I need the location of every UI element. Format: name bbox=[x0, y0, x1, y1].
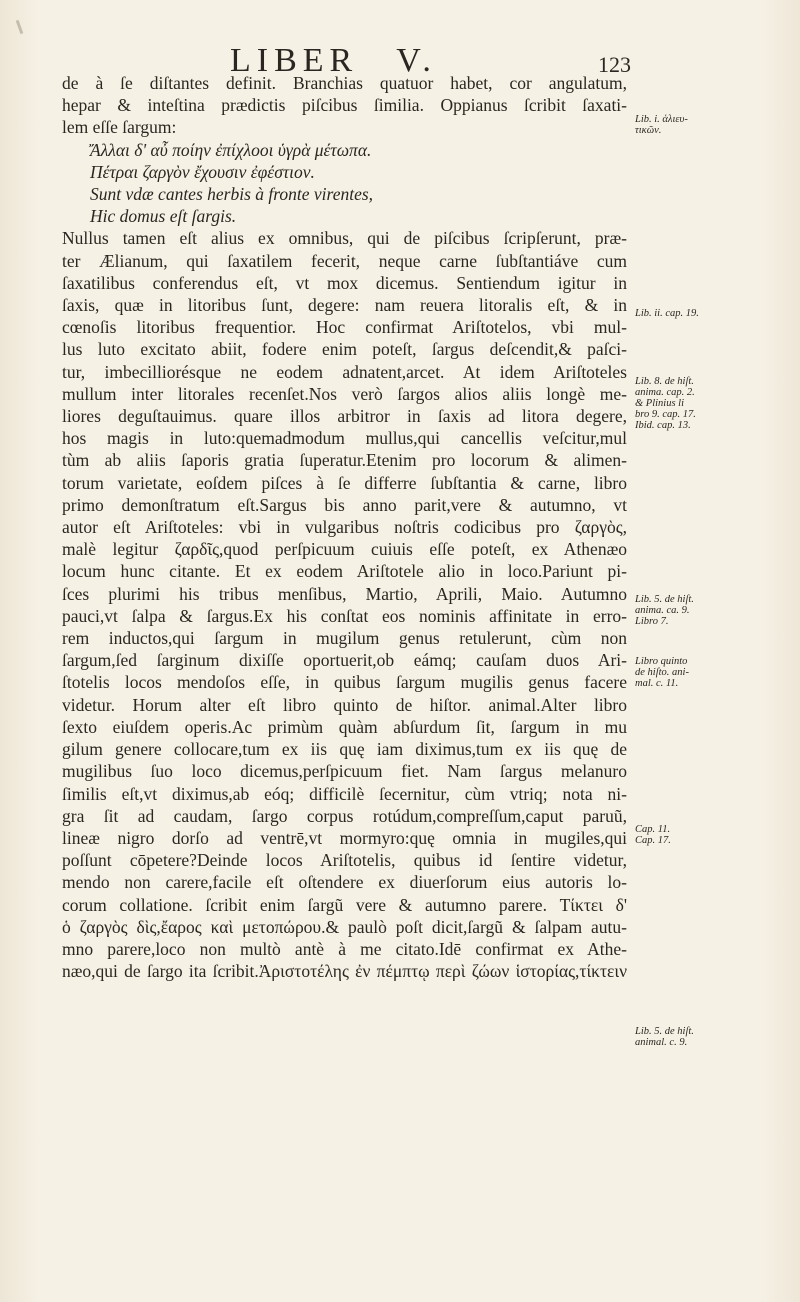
text-line: poſſunt cōpetere?Deinde locos Ariſtotelis, quibus id ſentire videtur, bbox=[62, 850, 627, 871]
text-line: videtur. Horum alter eſt libro quinto de hiſtor. animal.Alter libro bbox=[62, 694, 627, 715]
text-line: ſargum,ſed ſarginum dixiſſe oportuerit,ob eámq; cauſam duos Ari- bbox=[62, 650, 627, 671]
text-line: tur, imbecilliorésque ne eodem adnatent,arcet. At idem Ariſtoteles bbox=[62, 361, 627, 382]
margin-note: Cap. 11. Cap. 17. bbox=[635, 824, 671, 846]
text-line: ter Ælianum, qui ſaxatilem fecerit, neque carne ſubſtantiáve cum bbox=[62, 250, 627, 271]
text-line: mugilibus ſuo loco dicemus,perſpicuum fiet. Nam ſargus melanuro bbox=[62, 761, 627, 782]
text-line: lus luto excitato abiit, fodere enim poteſt, ſargus deſcendit,& paſci- bbox=[62, 339, 627, 360]
text-line: tùm ab aliis ſaporis gratia ſuperatur.Etenim pro locorum & alimen- bbox=[62, 450, 627, 471]
text-line: hepar & inteſtina prædictis piſcibus ſimilia. Oppianus ſcribit ſaxati- bbox=[62, 95, 627, 116]
margin-note: Libro quinto de hiſto. ani- mal. c. 11. bbox=[635, 656, 689, 689]
text-line: ſaxatilibus conferendus eſt, vt mox dicemus. Sentiendum igitur in bbox=[62, 272, 627, 293]
latin-verse-line: Hic domus eſt ſargis. bbox=[90, 206, 237, 227]
text-line: rem inductos,qui ſargum in mugilum genus retulerunt, cùm non bbox=[62, 628, 627, 649]
text-line: cœnoſis litoribus frequentior. Hoc confirmat Ariſtotelos, vbi mul- bbox=[62, 317, 627, 338]
margin-note: Lib. 8. de hiſt. anima. cap. 2. & Plinius li bro 9. cap. 17. Ibid. cap. 13. bbox=[635, 376, 696, 431]
text-line: ὁ ζαργὸς δὶς,ἔαρος καὶ μετοπώρου.& paulò poſt dicit,ſargũ & ſalpam autu- bbox=[62, 916, 627, 937]
text-line: Nullus tamen eſt alius ex omnibus, qui de piſcibus ſcripſerunt, præ- bbox=[62, 228, 627, 249]
text-line: pauci,vt ſalpa & ſargus.Ex his conſtat eos nominis affinitate in erro- bbox=[62, 605, 627, 626]
margin-note: Lib. ii. cap. 19. bbox=[635, 308, 699, 319]
text-line: corum collatione. ſcribit enim ſargũ vere & autumno parere. Τίκτει δ' bbox=[62, 894, 627, 915]
text-line: mno parere,loco non multò antè à me citato.Idē confirmat ex Athe- bbox=[62, 938, 627, 959]
text-line: torum varietate, eoſdem piſces à ſe differre ſubſtantia & carne, libro bbox=[62, 472, 627, 493]
text-line: autor eſt Ariſtoteles: vbi in vulgaribus noſtris codicibus pro ζαργὸς, bbox=[62, 517, 627, 538]
margin-note: Lib. i. ἁλιευ- τικῶν. bbox=[635, 114, 688, 136]
text-line: ſaxis, quæ in litoribus ſunt, degere: nam reuera litoralis eſt, & in bbox=[62, 295, 627, 316]
text-line: ſexto eiuſdem operis.Ac primùm quàm abſurdum ſit, ſargum in mu bbox=[62, 716, 627, 737]
greek-verse-line: Πέτραι ζαργὸν ἔχουσιν ἐφέστιον. bbox=[90, 161, 315, 182]
text-line: gra ſit ad caudam, ſargo corpus rotúdum,compreſſum,caput paruũ, bbox=[62, 805, 627, 826]
text-line: gilum genere collocare,tum ex iis quę iam diximus,tum ex iis quę de bbox=[62, 739, 627, 760]
ink-mark bbox=[16, 20, 24, 34]
text-line: hos magis in luto:quemadmodum mullus,qui cancellis veſcitur,mul bbox=[62, 428, 627, 449]
text-line: næo,qui de ſargo ita ſcribit.Ἀριστοτέλης ἐν πέμπτῳ περὶ ζώων ἱστορίας,τίκτειν bbox=[62, 961, 627, 982]
text-line: de à ſe diſtantes definit. Branchias quatuor habet, cor angulatum, bbox=[62, 73, 627, 93]
greek-verse-line: Ἄλλαι δ' αὖ ποίην ἐπίχλοοι ὑγρὰ μέτωπα. bbox=[90, 139, 372, 160]
running-title-word: LIBER bbox=[230, 42, 359, 79]
text-line: liores deguſtauimus. quare illos arbitror in ſaxis ad litora degere, bbox=[62, 406, 627, 427]
text-line: lem eſſe ſargum: bbox=[62, 117, 177, 138]
text-line: primo demonſtratum eſt.Sargus bis anno parit,vere & autumno, vt bbox=[62, 494, 627, 515]
margin-note: Lib. 5. de hiſt. anima. ca. 9. Libro 7. bbox=[635, 594, 694, 627]
running-title-number: V. bbox=[396, 42, 437, 79]
text-line: mendo non carere,facile eſt oſtendere ex diuerſorum eius autoris lo- bbox=[62, 872, 627, 893]
margin-note: Lib. 5. de hiſt. animal. c. 9. bbox=[635, 1026, 694, 1048]
text-line: ſimilis eſt,vt diximus,ab eóq; difficilè ſecernitur, cùm vtriq; nota ni- bbox=[62, 783, 627, 804]
text-line: locum hunc citante. Et ex eodem Ariſtotele alio in loco.Pariunt pi- bbox=[62, 561, 627, 582]
page-number: 123 bbox=[598, 52, 631, 77]
main-text-column bbox=[62, 72, 627, 982]
text-line: ſtotelis locos mendoſos eſſe, in quibus ſargum mugilis genus facere bbox=[62, 672, 627, 693]
text-line: lineæ nigro dorſo ad ventrē,vt mormyro:quę omnia in mugiles,qui bbox=[62, 827, 627, 848]
text-line: mullum inter litorales recenſet.Nos verò ſargos alios aliis longè me- bbox=[62, 383, 627, 404]
text-line: ſces plurimi his tribus menſibus, Martio, Aprili, Maio. Autumno bbox=[62, 583, 627, 604]
text-line: malè legitur ζαρδῖς,quod perſpicuum cuiuis eſſe poteſt, ex Athenæo bbox=[62, 539, 627, 560]
latin-verse-line: Sunt vdæ cantes herbis à fronte virentes, bbox=[90, 184, 374, 205]
